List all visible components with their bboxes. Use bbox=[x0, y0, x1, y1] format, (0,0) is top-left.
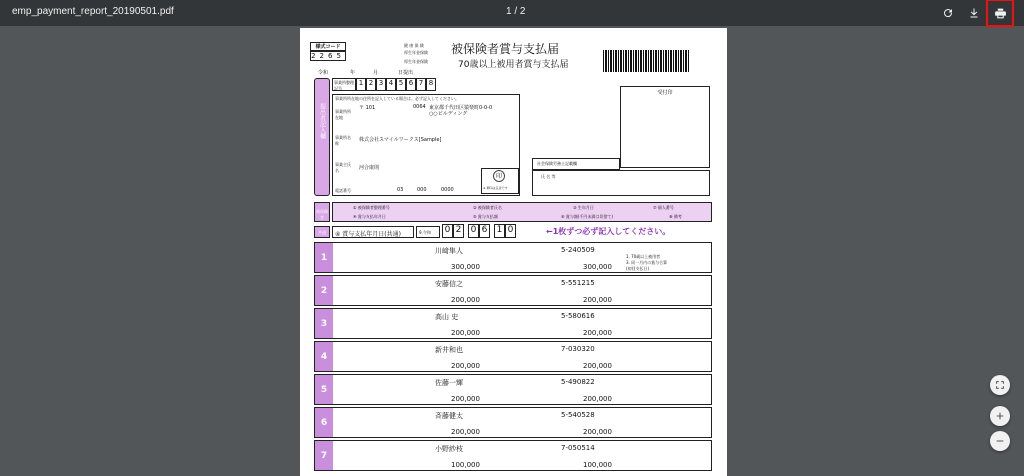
bonus-total: 200,000 bbox=[583, 428, 612, 436]
bonus-amount: 100,000 bbox=[451, 461, 480, 469]
employee-code: 7-030320 bbox=[561, 345, 595, 353]
employee-name: 安藤信之 bbox=[435, 280, 463, 288]
employee-name: 新井和也 bbox=[435, 346, 463, 354]
employee-row: 6 斉藤健太 5-540528 200,000 200,000 bbox=[314, 407, 712, 438]
bonus-total: 200,000 bbox=[583, 329, 612, 337]
bonus-total: 300,000 bbox=[583, 263, 612, 271]
form-title: 被保険者賞与支払届 bbox=[451, 42, 560, 56]
employee-code: 5-240509 bbox=[561, 246, 595, 254]
company-label: 事業所名称 bbox=[335, 135, 351, 146]
submitter-side-label: 提出者記入欄 bbox=[314, 78, 330, 196]
address-label: 事業所所在地 bbox=[335, 109, 351, 120]
sharoushi-box bbox=[532, 170, 710, 196]
form-code: 2265 bbox=[311, 52, 345, 60]
phone-mid: 000 bbox=[417, 187, 427, 193]
phone-label: 電話番号 bbox=[335, 188, 351, 193]
year-label: 年 bbox=[350, 70, 356, 76]
pdf-page bbox=[300, 28, 727, 476]
employee-name: 小野紗枝 bbox=[435, 445, 463, 453]
employee-name: 高山 史 bbox=[435, 313, 459, 321]
postal-code: 〒 101 bbox=[359, 105, 376, 111]
form-subtitle: 70歳以上被用者賞与支払届 bbox=[458, 60, 569, 70]
employee-row: 2 安藤信之 5-551215 200,000 200,000 bbox=[314, 275, 712, 306]
submitter-note: 事業所所在地の住所を記入している場合は、必ず記入してください。 bbox=[335, 96, 459, 101]
zoom-out-button[interactable] bbox=[990, 431, 1010, 451]
bonus-amount: 200,000 bbox=[451, 329, 480, 337]
era-label: 令和 bbox=[318, 70, 329, 76]
employee-row: 4 新井和也 7-030320 200,000 200,000 bbox=[314, 341, 712, 372]
column-headers: ① 被保険者整理番号 ② 被保険者氏名 ③ 生年月日 ⑦ 個人番号 ④ 賞与支払年月日 ⑤ 賞与支払額 ⑥ 賞与額(千円未満は切捨て) ⑧ 備考 bbox=[332, 202, 712, 222]
common-side-label: 共通 bbox=[314, 226, 330, 238]
seal-note: ※ 押印は任意です bbox=[483, 186, 508, 190]
remarks-options: 1. 70歳以上被用者 3. 同一月内の賞与合算 (初回支払日) bbox=[626, 254, 668, 271]
download-icon bbox=[968, 7, 980, 19]
zoom-out-icon bbox=[995, 436, 1005, 446]
owner-label: 事業主氏名 bbox=[335, 162, 351, 173]
employee-row: 5 佐藤一輝 5-490822 200,000 200,000 bbox=[314, 374, 712, 405]
zoom-in-icon bbox=[995, 411, 1005, 421]
month-label: 月 bbox=[373, 70, 379, 76]
bonus-amount: 200,000 bbox=[451, 296, 480, 304]
zoom-in-button[interactable] bbox=[990, 406, 1010, 426]
bonus-amount: 300,000 bbox=[451, 263, 480, 271]
employee-row: 3 高山 史 5-580616 200,000 200,000 bbox=[314, 308, 712, 339]
employee-code: 5-580616 bbox=[561, 312, 595, 320]
sharoushi-label-box bbox=[532, 158, 620, 170]
pay-date: 0 2 0 6 1 0 bbox=[442, 224, 516, 238]
owner-name: 河合康則 bbox=[359, 165, 380, 171]
bonus-total: 200,000 bbox=[583, 296, 612, 304]
employee-row: 7 小野紗枝 7-050514 100,000 100,000 bbox=[314, 440, 712, 471]
bonus-total: 100,000 bbox=[583, 461, 612, 469]
company-name: 株式会社スマイルワークス[Sample] bbox=[359, 137, 442, 143]
office-code-label: 事業所整理記号 bbox=[334, 80, 354, 91]
phone-last: 0000 bbox=[441, 187, 454, 193]
submitter-info bbox=[332, 94, 520, 196]
page-indicator: 1 / 2 bbox=[506, 6, 526, 17]
rotate-button[interactable] bbox=[938, 3, 958, 23]
print-button[interactable] bbox=[990, 3, 1010, 23]
header-side-label: 被保険者 bbox=[314, 202, 330, 222]
sharoushi-name: 氏 名 等 bbox=[541, 174, 556, 179]
employee-name: 川﨑隼人 bbox=[435, 247, 463, 255]
address-line2: ○○ビルディング bbox=[429, 111, 468, 117]
seal-box bbox=[481, 168, 519, 194]
download-button[interactable] bbox=[964, 3, 984, 23]
employee-code: 5-540528 bbox=[561, 411, 595, 419]
insurance-types: 健 康 保 険 厚生年金保険 厚生年金保険 bbox=[404, 43, 428, 64]
phone-area: 03 bbox=[397, 187, 404, 193]
address-line1: 東京都千代田区猿楽町0-0-0 bbox=[429, 105, 493, 111]
fit-page-button[interactable] bbox=[990, 375, 1010, 395]
day-label: 日提出 bbox=[398, 70, 414, 76]
pay-date-label: ④ 賞与支払年月日(共通) bbox=[332, 226, 414, 238]
employee-code: 5-490822 bbox=[561, 378, 595, 386]
employee-code: 5-551215 bbox=[561, 279, 595, 287]
received-stamp-box: 受付印 bbox=[620, 86, 710, 168]
employee-code: 7-050514 bbox=[561, 444, 595, 452]
rotate-icon bbox=[942, 7, 954, 19]
bonus-amount: 200,000 bbox=[451, 395, 480, 403]
file-name: emp_payment_report_20190501.pdf bbox=[12, 6, 174, 17]
employee-row: 1 川﨑隼人 5-240509 300,000 300,000 bbox=[314, 242, 712, 273]
form-code-label: 様式コード bbox=[310, 42, 346, 51]
print-icon bbox=[994, 7, 1007, 20]
sharoushi-label: 社会保険労務士記載欄 bbox=[537, 161, 577, 166]
pay-date-era: 9.令和 bbox=[416, 226, 440, 238]
postal-code2: 0064 bbox=[413, 104, 426, 110]
seal-mark: 印 bbox=[493, 170, 505, 182]
office-code: 1 2 3 4 5 6 7 8 bbox=[356, 78, 436, 91]
employee-name: 佐藤一輝 bbox=[435, 379, 463, 387]
employee-name: 斉藤健太 bbox=[435, 412, 463, 420]
bonus-total: 200,000 bbox=[583, 395, 612, 403]
viewer-toolbar bbox=[0, 0, 1024, 26]
bonus-amount: 200,000 bbox=[451, 428, 480, 436]
fit-page-icon bbox=[995, 380, 1005, 390]
pay-date-note: ←1枚ずつ必ず記入してください。 bbox=[546, 227, 671, 236]
barcode bbox=[603, 50, 689, 72]
bonus-total: 200,000 bbox=[583, 362, 612, 370]
bonus-amount: 200,000 bbox=[451, 362, 480, 370]
